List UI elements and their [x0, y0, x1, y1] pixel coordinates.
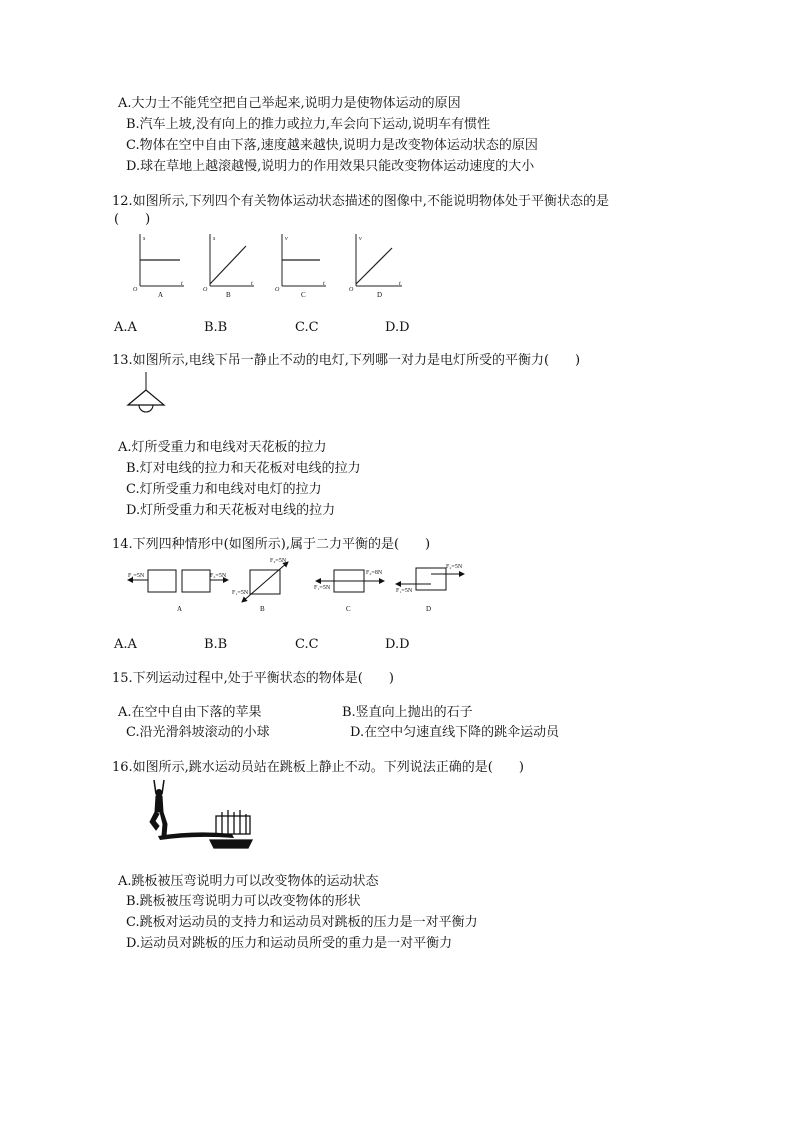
q12-graph-d-caption: D: [377, 291, 383, 299]
q14-option-c: C.C: [295, 637, 319, 652]
q13-option-a: A.灯所受重力和电线对天花板的拉力: [118, 440, 327, 455]
q16-option-a: A.跳板被压弯说明力可以改变物体的运动状态: [118, 874, 379, 889]
q12-graph-c: [275, 234, 326, 299]
q14-d-caption: D: [426, 605, 432, 613]
q12-graph-b: [203, 234, 254, 299]
q11-option-b: B.汽车上坡,没有向上的推力或拉力,车会向下运动,说明车有惯性: [126, 117, 491, 132]
diver-silhouette: [150, 780, 167, 836]
q14-diagram-b: [232, 558, 288, 613]
q15-option-a: A.在空中自由下落的苹果: [118, 705, 262, 720]
q12-option-a: A.A: [114, 320, 137, 335]
q14-diagram-c: [314, 570, 384, 613]
q12-option-d: D.D: [385, 320, 410, 335]
springboard-base: [210, 810, 252, 848]
q12-graph-d-ylabel: v: [359, 236, 362, 242]
q12-graph-b-caption: B: [226, 291, 231, 299]
hanging-lamp-figure: [124, 372, 168, 420]
q12-graph-c-xlabel: t: [323, 281, 325, 287]
q13-option-b: B.灯对电线的拉力和天花板对电线的拉力: [126, 461, 361, 476]
q12-graph-b-xlabel: t: [251, 281, 253, 287]
q15-option-c: C.沿光滑斜坡滚动的小球: [126, 725, 270, 740]
q11-option-a: A.大力士不能凭空把自己举起来,说明力是使物体运动的原因: [118, 96, 461, 111]
q14-b-f1: F₁=5N: [232, 590, 249, 596]
q13-option-c: C.灯所受重力和电线对电灯的拉力: [126, 482, 322, 497]
q11-option-c: C.物体在空中自由下落,速度越来越快,说明力是改变物体运动状态的原因: [126, 138, 538, 153]
q14-diagram-a: [128, 570, 228, 613]
q12-graph-d-xlabel: t: [399, 281, 401, 287]
q14-a-f1: F₁=5N: [128, 573, 145, 579]
q12-option-c: C.C: [295, 320, 319, 335]
q16-option-c: C.跳板对运动员的支持力和运动员对跳板的压力是一对平衡力: [126, 915, 478, 930]
q14-c-caption: C: [346, 605, 351, 613]
q14-stem: 14.下列四种情形中(如图所示),属于二力平衡的是( ): [112, 537, 431, 552]
q15-option-d: D.在空中匀速直线下降的跳伞运动员: [350, 725, 560, 740]
q15-option-b: B.竖直向上抛出的石子: [342, 705, 473, 720]
q12-graph-a: [133, 234, 184, 299]
q14-b-f2: F₂=5N: [270, 558, 287, 564]
q12-graphs-figure: [128, 228, 418, 300]
q12-graph-d: [349, 234, 402, 299]
q12-graph-a-xlabel: t: [181, 281, 183, 287]
q12-graph-a-ylabel: s: [143, 236, 146, 242]
q14-b-caption: B: [260, 605, 265, 613]
q12-graph-a-caption: A: [158, 291, 164, 299]
q13-stem: 13.如图所示,电线下吊一静止不动的电灯,下列哪一对力是电灯所受的平衡力( ): [112, 353, 581, 368]
q16-option-b: B.跳板被压弯说明力可以改变物体的形状: [126, 894, 361, 909]
q14-a-caption: A: [177, 605, 183, 613]
q14-option-d: D.D: [385, 637, 410, 652]
q14-c-f1: F₁=5N: [314, 585, 331, 591]
q14-option-a: A.A: [114, 637, 137, 652]
q12-option-b: B.B: [204, 320, 228, 335]
q14-a-f2: F₂=5N: [210, 573, 227, 579]
q14-option-b: B.B: [204, 637, 228, 652]
q14-d-f2: F₂=5N: [446, 564, 463, 570]
q12-graph-c-caption: C: [301, 291, 306, 299]
q12-graph-c-ylabel: v: [285, 236, 288, 242]
q12-answer-paren: ( ): [114, 212, 151, 227]
q14-d-f1: F₁=5N: [396, 588, 413, 594]
q12-stem: 12.如图所示,下列四个有关物体运动状态描述的图像中,不能说明物体处于平衡状态的是: [112, 194, 609, 209]
q12-graph-b-origin: O: [203, 287, 208, 293]
q11-option-d: D.球在草地上越滚越慢,说明力的作用效果只能改变物体运动速度的大小: [126, 159, 535, 174]
force-diagrams-figure: [124, 556, 470, 616]
q16-stem: 16.如图所示,跳水运动员站在跳板上静止不动。下列说法正确的是( ): [112, 760, 524, 775]
q12-graph-b-ylabel: s: [213, 236, 216, 242]
q12-graph-a-origin: O: [133, 287, 138, 293]
diver-on-springboard-figure: [140, 778, 256, 854]
q16-option-d: D.运动员对跳板的压力和运动员所受的重力是一对平衡力: [126, 936, 453, 951]
q12-graph-d-origin: O: [349, 287, 354, 293]
q12-graph-c-origin: O: [275, 287, 280, 293]
q13-option-d: D.灯所受重力和天花板对电线的拉力: [126, 503, 336, 518]
q15-stem: 15.下列运动过程中,处于平衡状态的物体是( ): [112, 671, 394, 686]
q14-diagram-d: [396, 564, 464, 613]
q14-c-f2: F₂=8N: [366, 570, 383, 576]
